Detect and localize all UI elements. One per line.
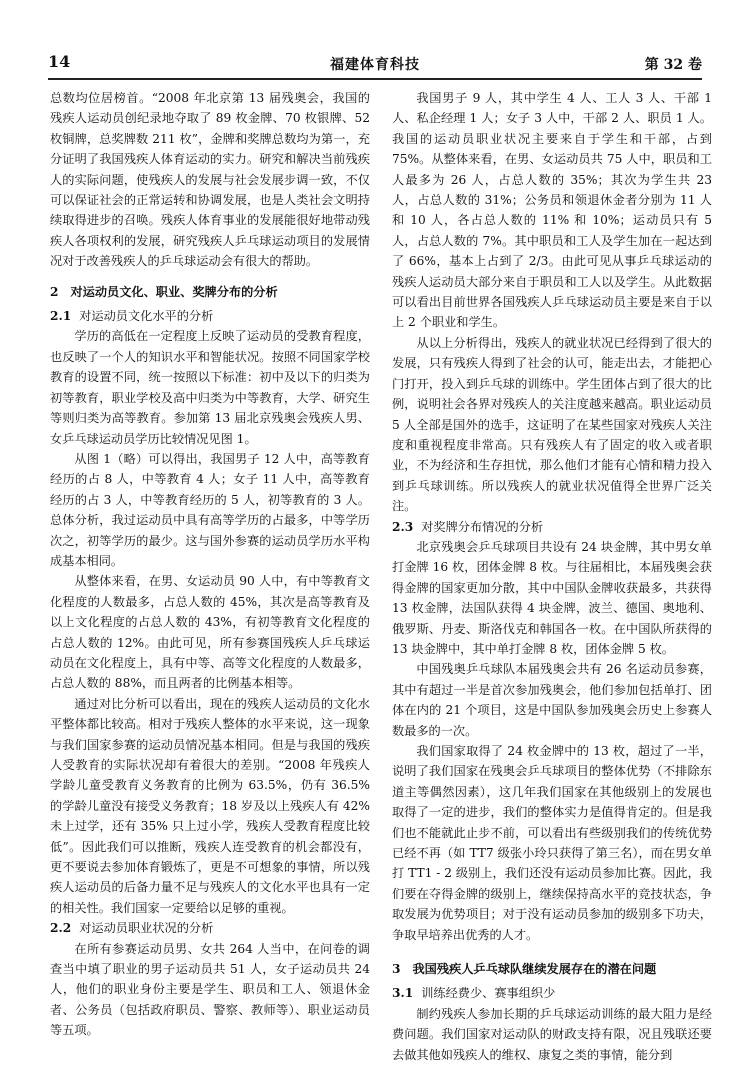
page-header	[48, 52, 702, 80]
subsection-3-1-heading	[392, 983, 712, 1003]
page-number: 14	[48, 52, 71, 71]
paragraph: 北京残奥会乒乓球项目共设有 24 块金牌，其中男女单打金牌 16 枚，团体金牌 8 枚。与往届相比，本届残奥会获得金牌的国家更加分散，其中中国队金牌收获最多，共获得 13 枚金牌，法国队获得 4 块金牌，波兰、德国、奥地利、俄罗斯、丹麦、斯洛伐克和韩国各一枚。在中国队所获得的 13 块金牌中，其中单打金牌 8 枚，团体金牌 5 枚。	[392, 539, 712, 656]
section-number: 2	[50, 284, 59, 299]
subsection-number: 3.1	[392, 986, 414, 1001]
left-column	[50, 88, 370, 1041]
volume-label: 第 32 卷	[644, 57, 702, 73]
section-number: 3	[392, 962, 401, 977]
paragraph: 学历的高低在一定程度上反映了运动员的受教育程度，也反映了一个人的知识水平和智能状况。按照不同国家学校教育的设置不同，统一按照以下标准：初中及以下的归类为初等教育，职业学校及高中归类为中等教育，大学、研究生等则归类为高等教育。参加第 13 届北京残奥会残疾人男、女乒乓球运动员学历比较情况见图 1。	[50, 329, 370, 446]
paragraph: 我国男子 9 人，其中学生 4 人、工人 3 人、干部 1 人、私企经理 1 人；女子 3 人中，干部 2 人、职员 1 人。我国的运动员职业状况主要来自于学生和干部，占到 75%。从整体来看，在男、女运动员共 75 人中，职员和工人最多为 26 人，占总人数的 35%；其次为学生共 23 人，占总人数的 31%；公务员和领退休金者分别为 11 人和 10 人，各占总人数的 11% 和 10%；运动员只有 5 人，占总人数的 7%。其中职员和工人及学生加在一起达到了 66%，基本上占到了 2/3。由此可见从事乒乓球运动的残疾人运动员大部分来自于职员和工人以及学生。从此数据可以看出目前世界各国残疾人乒乓球运动员主要是来自于以上 2 个职业和学生。	[392, 91, 712, 330]
section-2-heading	[50, 282, 370, 302]
paragraph: 中国残奥乒乓球队本届残奥会共有 26 名运动员参赛，其中有超过一半是首次参加残奥会，他们参加包括单打、团体在内的 21 个项目，这是中国队参加残奥会历史上参赛人数最多的一次。	[392, 662, 712, 738]
subsection-title: 对奖牌分布情况的分析	[421, 519, 544, 534]
subsection-title: 对运动员文化水平的分析	[79, 309, 214, 324]
subsection-number: 2.3	[392, 519, 414, 534]
paragraph: 通过对比分析可以看出，现在的残疾人运动员的文化水平整体都比较高。相对于残疾人整体的水平来说，这一现象与我们国家参赛的运动员情况基本相同。但是与我国的残疾人受教育的实际状况却有着很大的差别。“2008 年残疾人学龄儿童受教育义务教育的比例为 63.5%，仍有 36.5% 的学龄儿童没有接受义务教育；18 岁及以上残疾人有 42% 未上过学，还有 35% 只上过小学，残疾人受教育程度比较低”。因此我们可以推断，残疾人连受教育的机会都没有，更不要说去参加体育锻炼了，更是不可想象的事情，所以残疾人运动员的后备力量不足与残疾人的文化水平也具有一定的相关性。我们国家一定要给以足够的重视。	[50, 696, 370, 915]
journal-title: 福建体育科技	[330, 57, 420, 73]
paragraph: 制约残疾人参加长期的乒乓球运动训练的最大阻力是经费问题。我们国家对运动队的财政支持有限，况且残联还要去做其他如残疾人的维权、康复之类的事情，能分到	[392, 1006, 712, 1062]
subsection-2-3-heading	[392, 517, 712, 537]
paragraph: 在所有参赛运动员男、女共 264 人当中，在问卷的调查当中填了职业的男子运动员共 51 人，女子运动员共 24 人，他们的职业身份主要是学生、职员和工人、领退休金者、公务员（包括政府职员、警察、教师等）、职业运动员等五项。	[50, 941, 370, 1038]
section-title: 我国残疾人乒乓球队继续发展存在的潜在问题	[412, 962, 657, 977]
paragraph: 从以上分析得出，残疾人的就业状况已经得到了很大的发展，只有残疾人得到了社会的认可，能走出去，才能把心门打开，投入到乒乓球的训练中。学生团体占到了很大的比例，说明社会各界对残疾人的关注度越来越高。职业运动员 5 人全部是国外的选手，这证明了在某些国家对残疾人关注度和重视程度非常高。只有残疾人有了固定的收入或者职业，不为经济和生存担忧，那么他们才能有心情和精力投入到乒乓球训练。所以残疾人的就业状况值得全世界广泛关注。	[392, 335, 712, 514]
subsection-2-2-heading	[50, 918, 370, 938]
subsection-number: 2.1	[50, 309, 72, 324]
subsection-2-1-heading	[50, 306, 370, 326]
subsection-number: 2.2	[50, 921, 72, 936]
right-column	[392, 88, 712, 1065]
subsection-title: 训练经费少、赛事组织少	[421, 986, 556, 1001]
subsection-title: 对运动员职业状况的分析	[79, 921, 214, 936]
paragraph: 我们国家取得了 24 枚金牌中的 13 枚，超过了一半，说明了我们国家在残奥会乒乓球项目的整体优势（不排除东道主等偶然因素），这几年我们国家在其他级别上的发展也取得了一定的进步，我们的整体实力是值得肯定的。但是我们也不能就此止步不前，可以看出有些级别我们的传统优势已经不再（如 TT7 级张小玲只获得了第三名），而在男女单打 TT1 - 2 级别上，我们还没有运动员参加比赛。因此，我们要在夺得金牌的级别上，继续保持高水平的竞技状态，争取发展为优势项目；对于没有运动员参加的级别多下功夫，争取早培养出优秀的人才。	[392, 744, 712, 942]
paragraph: 从整体来看，在男、女运动员 90 人中，有中等教育文化程度的人数最多，占总人数的 45%，其次是高等教育及以上文化程度的占总人数的 43%，有初等教育文化程度的占总人数的 12%。由此可见，所有参赛国残疾人乒乓球运动员在文化程度上，具有中等、高等文化程度的人数最多，占总人数的 88%，而且两者的比例基本相等。	[50, 574, 370, 691]
section-3-heading	[392, 959, 712, 979]
section-title: 对运动员文化、职业、奖牌分布的分析	[70, 284, 278, 299]
paragraph: 从图 1（略）可以得出，我国男子 12 人中，高等教育经历的占 8 人，中等教育 4 人；女子 11 人中，高等教育经历的占 3 人，中等教育经历的 5 人，初等教育的 3 人。总体分析，我过运动员中具有高等学历的占最多，中等学历次之，初等学历的最少。这与国外参赛的运动员学历水平构成基本相同。	[50, 451, 370, 568]
intro-paragraph: 总数均位居榜首。“2008 年北京第 13 届残奥会，我国的残疾人运动员创纪录地夺取了 89 枚金牌、70 枚银牌、52 枚铜牌，总奖牌数 211 枚”，金牌和奖牌总数均为第一，充分证明了我国残疾人体育运动的实力。研究和解决当前残疾人的实际问题，使残疾人的发展与社会发展步调一致，不仅可以保证社会的正常运转和协调发展，也是人类社会文明持续取得进步的召唤。残疾人体育事业的发展能很好地带动残疾人各项权利的发展，研究残疾人乒乓球运动项目的发展情况对于改善残疾人的乒乓球运动会有很大的帮助。	[50, 91, 370, 269]
